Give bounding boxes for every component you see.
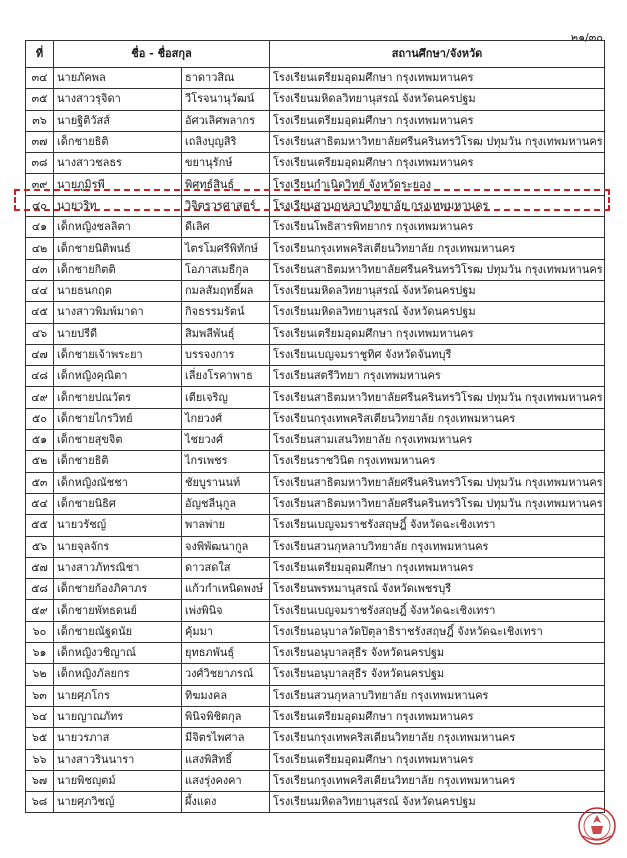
table-row <box>26 643 605 664</box>
row-number: ๔๓ <box>26 259 54 280</box>
table-row <box>26 68 605 89</box>
school-name: โรงเรียนสาธิตมหาวิทยาลัยศรีนครินทรวิโรฒ ปทุมวัน กรุงเทพมหานคร <box>270 387 605 408</box>
last-name: จงพิพัฒนากูล <box>182 536 270 557</box>
first-name: เด็กหญิงชลลิตา <box>54 217 182 238</box>
first-name: เด็กหญิงภัลยกร <box>54 664 182 685</box>
school-name: โรงเรียนอนุบาลวัดปิตุลาธิราชรังสฤษฎิ์ จังหวัดฉะเชิงเทรา <box>270 621 605 642</box>
first-name: นายศุภโกร <box>54 685 182 706</box>
row-number: ๓๗ <box>26 131 54 152</box>
last-name: พาลพ่าย <box>182 515 270 536</box>
table-row <box>26 344 605 365</box>
seal-stamp-icon <box>577 806 617 846</box>
row-number: ๕๑ <box>26 430 54 451</box>
header-no: ที่ <box>26 41 54 68</box>
first-name: เด็กชายปณวัตร <box>54 387 182 408</box>
last-name: กมลสัมฤทธิ์ผล <box>182 280 270 301</box>
school-name: โรงเรียนสวนกุหลาบวิทยาลัย กรุงเทพมหานคร <box>270 685 605 706</box>
school-name: โรงเรียนเบญจมราชรังสฤษฎิ์ จังหวัดฉะเชิงเทรา <box>270 600 605 621</box>
school-name: โรงเรียนโพธิสารพิทยากร กรุงเทพมหานคร <box>270 217 605 238</box>
table-header-row <box>26 41 605 68</box>
table-row <box>26 302 605 323</box>
row-number: ๔๑ <box>26 217 54 238</box>
first-name: เด็กหญิงคุณิตา <box>54 366 182 387</box>
school-name: โรงเรียนราชวินิต กรุงเทพมหานคร <box>270 451 605 472</box>
table-row <box>26 89 605 110</box>
first-name: เด็กชายก้องภิคาภร <box>54 579 182 600</box>
last-name: กิจธรรมรัตน์ <box>182 302 270 323</box>
row-number: ๕๔ <box>26 493 54 514</box>
last-name: ผึ้งแดง <box>182 792 270 813</box>
row-number: ๔๘ <box>26 366 54 387</box>
school-name: โรงเรียนสาธิตมหาวิทยาลัยศรีนครินทรวิโรฒ ปทุมวัน กรุงเทพมหานคร <box>270 259 605 280</box>
row-number: ๕๖ <box>26 536 54 557</box>
school-name: โรงเรียนเตรียมอุดมศึกษา กรุงเทพมหานคร <box>270 68 605 89</box>
first-name: เด็กหญิงวชิญาณ์ <box>54 643 182 664</box>
first-name: เด็กชายกิตติ <box>54 259 182 280</box>
school-name: โรงเรียนมหิดลวิทยานุสรณ์ จังหวัดนครปฐม <box>270 302 605 323</box>
row-number: ๓๘ <box>26 153 54 174</box>
last-name: อัศวเลิศพลากร <box>182 110 270 131</box>
table-row <box>26 153 605 174</box>
school-name: โรงเรียนสวนกุหลาบวิทยาลัย กรุงเทพมหานคร <box>270 536 605 557</box>
row-number: ๕๐ <box>26 408 54 429</box>
row-number: ๕๗ <box>26 557 54 578</box>
row-number: ๔๐ <box>26 195 54 216</box>
row-number: ๖๑ <box>26 643 54 664</box>
first-name: นายธนกฤต <box>54 280 182 301</box>
table-row <box>26 664 605 685</box>
last-name: พิศุทธ์สินธุ์ <box>182 174 270 195</box>
first-name: นางสาวรินนารา <box>54 749 182 770</box>
school-name: โรงเรียนกรุงเทพคริสเตียนวิทยาลัย กรุงเทพมหานคร <box>270 770 605 791</box>
row-number: ๖๒ <box>26 664 54 685</box>
last-name: ธาดาวสิณ <box>182 68 270 89</box>
row-number: ๖๘ <box>26 792 54 813</box>
row-number: ๖๔ <box>26 706 54 727</box>
page-number: ๒๑/๓๐ <box>570 31 603 44</box>
last-name: ยุทธภพันธุ์ <box>182 643 270 664</box>
first-name: เด็กชายณัฐดนัย <box>54 621 182 642</box>
first-name: เด็กชายธิติ <box>54 451 182 472</box>
row-number: ๓๙ <box>26 174 54 195</box>
first-name: นายศุภวิชญ์ <box>54 792 182 813</box>
table-row <box>26 600 605 621</box>
header-school: สถานศึกษา/จังหวัด <box>270 41 605 68</box>
row-number: ๖๓ <box>26 685 54 706</box>
school-name: โรงเรียนสาธิตมหาวิทยาลัยศรีนครินทรวิโรฒ ปทุมวัน กรุงเทพมหานคร <box>270 493 605 514</box>
first-name: นายวรัชญ์ <box>54 515 182 536</box>
row-number: ๔๖ <box>26 323 54 344</box>
table-row <box>26 749 605 770</box>
roster-table <box>25 40 605 813</box>
last-name: ดาวสดใส <box>182 557 270 578</box>
first-name: นางสาวรุจิดา <box>54 89 182 110</box>
row-number: ๓๔ <box>26 68 54 89</box>
first-name: นายฐิติวัสส์ <box>54 110 182 131</box>
first-name: นางสาวชลธร <box>54 153 182 174</box>
row-number: ๓๖ <box>26 110 54 131</box>
school-name: โรงเรียนมหิดลวิทยานุสรณ์ จังหวัดนครปฐม <box>270 89 605 110</box>
school-name: โรงเรียนเตรียมอุดมศึกษา กรุงเทพมหานคร <box>270 749 605 770</box>
school-name: โรงเรียนเบญจมราชูทิศ จังหวัดจันทบุรี <box>270 344 605 365</box>
table-row <box>26 131 605 152</box>
school-name: โรงเรียนเตรียมอุดมศึกษา กรุงเทพมหานคร <box>270 323 605 344</box>
last-name: บรรจงการ <box>182 344 270 365</box>
table-row <box>26 621 605 642</box>
school-name: โรงเรียนสามเสนวิทยาลัย กรุงเทพมหานคร <box>270 430 605 451</box>
row-number: ๔๗ <box>26 344 54 365</box>
first-name: เด็กชายพัทธดนย์ <box>54 600 182 621</box>
table-row <box>26 770 605 791</box>
row-number: ๔๕ <box>26 302 54 323</box>
table-row <box>26 451 605 472</box>
table-row <box>26 387 605 408</box>
row-number: ๖๖ <box>26 749 54 770</box>
first-name: นายจุลจักร <box>54 536 182 557</box>
first-name: นางสาวภัทรณิชา <box>54 557 182 578</box>
highlight-box <box>14 189 610 211</box>
row-number: ๕๕ <box>26 515 54 536</box>
table-row <box>26 557 605 578</box>
first-name: นายภูมิรพี <box>54 174 182 195</box>
table-row <box>26 323 605 344</box>
row-number: ๔๔ <box>26 280 54 301</box>
table-row <box>26 408 605 429</box>
header-name: ชื่อ - ชื่อสกุล <box>54 41 270 68</box>
last-name: วิจิตรวรศาสตร์ <box>182 195 270 216</box>
first-name: นายวริท <box>54 195 182 216</box>
school-name: โรงเรียนสวนกุหลาบวิทยาลัย กรุงเทพมหานคร <box>270 195 605 216</box>
last-name: ไชยวงศ์ <box>182 430 270 451</box>
table-row <box>26 217 605 238</box>
school-name: โรงเรียนอนุบาลสุธีร จังหวัดนครปฐม <box>270 664 605 685</box>
first-name: เด็กชายไกรวิทย์ <box>54 408 182 429</box>
row-number: ๕๒ <box>26 451 54 472</box>
row-number: ๖๕ <box>26 728 54 749</box>
table-row <box>26 280 605 301</box>
first-name: เด็กชายนิติพนธ์ <box>54 238 182 259</box>
last-name: ขยานุรักษ์ <box>182 153 270 174</box>
last-name: โอภาสเมธีกุล <box>182 259 270 280</box>
last-name: มีจิตรไพศาล <box>182 728 270 749</box>
table-row <box>26 579 605 600</box>
row-number: ๕๙ <box>26 600 54 621</box>
last-name: อัญชลีนุกูล <box>182 493 270 514</box>
last-name: เตียเจริญ <box>182 387 270 408</box>
roster-body <box>26 68 605 813</box>
first-name: นายญาณภัทร <box>54 706 182 727</box>
row-number: ๓๕ <box>26 89 54 110</box>
row-number: ๕๘ <box>26 579 54 600</box>
row-number: ๔๒ <box>26 238 54 259</box>
first-name: นายปรีดี <box>54 323 182 344</box>
first-name: เด็กชายธิติ <box>54 131 182 152</box>
last-name: เพ่งพินิจ <box>182 600 270 621</box>
school-name: โรงเรียนพรหมานุสรณ์ จังหวัดเพชรบุรี <box>270 579 605 600</box>
table-row <box>26 685 605 706</box>
last-name: วงศ์วิชยาภรณ์ <box>182 664 270 685</box>
first-name: นางสาวพิมพ์มาดา <box>54 302 182 323</box>
table-row <box>26 493 605 514</box>
table-row <box>26 792 605 813</box>
row-number: ๖๐ <box>26 621 54 642</box>
school-name: โรงเรียนสาธิตมหาวิทยาลัยศรีนครินทรวิโรฒ ปทุมวัน กรุงเทพมหานคร <box>270 131 605 152</box>
last-name: สิมพลีพันธุ์ <box>182 323 270 344</box>
table-row <box>26 536 605 557</box>
school-name: โรงเรียนสาธิตมหาวิทยาลัยศรีนครินทรวิโรฒ ปทุมวัน กรุงเทพมหานคร <box>270 472 605 493</box>
table-row <box>26 110 605 131</box>
table-row <box>26 515 605 536</box>
table-row <box>26 238 605 259</box>
last-name: วีโรจนานุวัฒน์ <box>182 89 270 110</box>
table-row <box>26 430 605 451</box>
school-name: โรงเรียนเตรียมอุดมศึกษา กรุงเทพมหานคร <box>270 706 605 727</box>
school-name: โรงเรียนมหิดลวิทยานุสรณ์ จังหวัดนครปฐม <box>270 280 605 301</box>
last-name: เลี่ยงโรคาพาธ <box>182 366 270 387</box>
school-name: โรงเรียนกำเนิดวิทย์ จังหวัดระยอง <box>270 174 605 195</box>
last-name: ดีเลิศ <box>182 217 270 238</box>
last-name: คุ้มมา <box>182 621 270 642</box>
row-number: ๖๗ <box>26 770 54 791</box>
school-name: โรงเรียนเบญจมราชรังสฤษฎิ์ จังหวัดฉะเชิงเทรา <box>270 515 605 536</box>
school-name: โรงเรียนกรุงเทพคริสเตียนวิทยาลัย กรุงเทพมหานคร <box>270 728 605 749</box>
table-row <box>26 728 605 749</box>
row-number: ๔๙ <box>26 387 54 408</box>
last-name: ทิฆมงคล <box>182 685 270 706</box>
first-name: นายวรภาส <box>54 728 182 749</box>
first-name: นายพิชญุตม์ <box>54 770 182 791</box>
table-row <box>26 472 605 493</box>
first-name: เด็กชายเจ้าพระยา <box>54 344 182 365</box>
table-row <box>26 366 605 387</box>
school-name: โรงเรียนเตรียมอุดมศึกษา กรุงเทพมหานคร <box>270 153 605 174</box>
last-name: ไกรเพชร <box>182 451 270 472</box>
school-name: โรงเรียนกรุงเทพคริสเตียนวิทยาลัย กรุงเทพมหานคร <box>270 238 605 259</box>
row-number: ๕๓ <box>26 472 54 493</box>
last-name: แสงรุ่งคงคา <box>182 770 270 791</box>
last-name: ไกยวงศ์ <box>182 408 270 429</box>
school-name: โรงเรียนเตรียมอุดมศึกษา กรุงเทพมหานคร <box>270 557 605 578</box>
school-name: โรงเรียนเตรียมอุดมศึกษา กรุงเทพมหานคร <box>270 110 605 131</box>
school-name: โรงเรียนมหิดลวิทยานุสรณ์ จังหวัดนครปฐม <box>270 792 605 813</box>
last-name: ชัยบูรานนท์ <box>182 472 270 493</box>
table-row <box>26 706 605 727</box>
first-name: เด็กชายสุขจิต <box>54 430 182 451</box>
last-name: แก้วกำเหนิดพงษ์ <box>182 579 270 600</box>
last-name: แสงพิสิทธิ์ <box>182 749 270 770</box>
first-name: เด็กชายนิธิศ <box>54 493 182 514</box>
last-name: พินิจพิชิตกุล <box>182 706 270 727</box>
school-name: โรงเรียนสตรีวิทยา กรุงเทพมหานคร <box>270 366 605 387</box>
school-name: โรงเรียนกรุงเทพคริสเตียนวิทยาลัย กรุงเทพมหานคร <box>270 408 605 429</box>
last-name: เถลิงบุญสิริ <box>182 131 270 152</box>
table-row <box>26 259 605 280</box>
first-name: นายภัคพล <box>54 68 182 89</box>
first-name: เด็กหญิงณัชชา <box>54 472 182 493</box>
last-name: ไตรโมศรีพิทักษ์ <box>182 238 270 259</box>
school-name: โรงเรียนอนุบาลสุธีร จังหวัดนครปฐม <box>270 643 605 664</box>
